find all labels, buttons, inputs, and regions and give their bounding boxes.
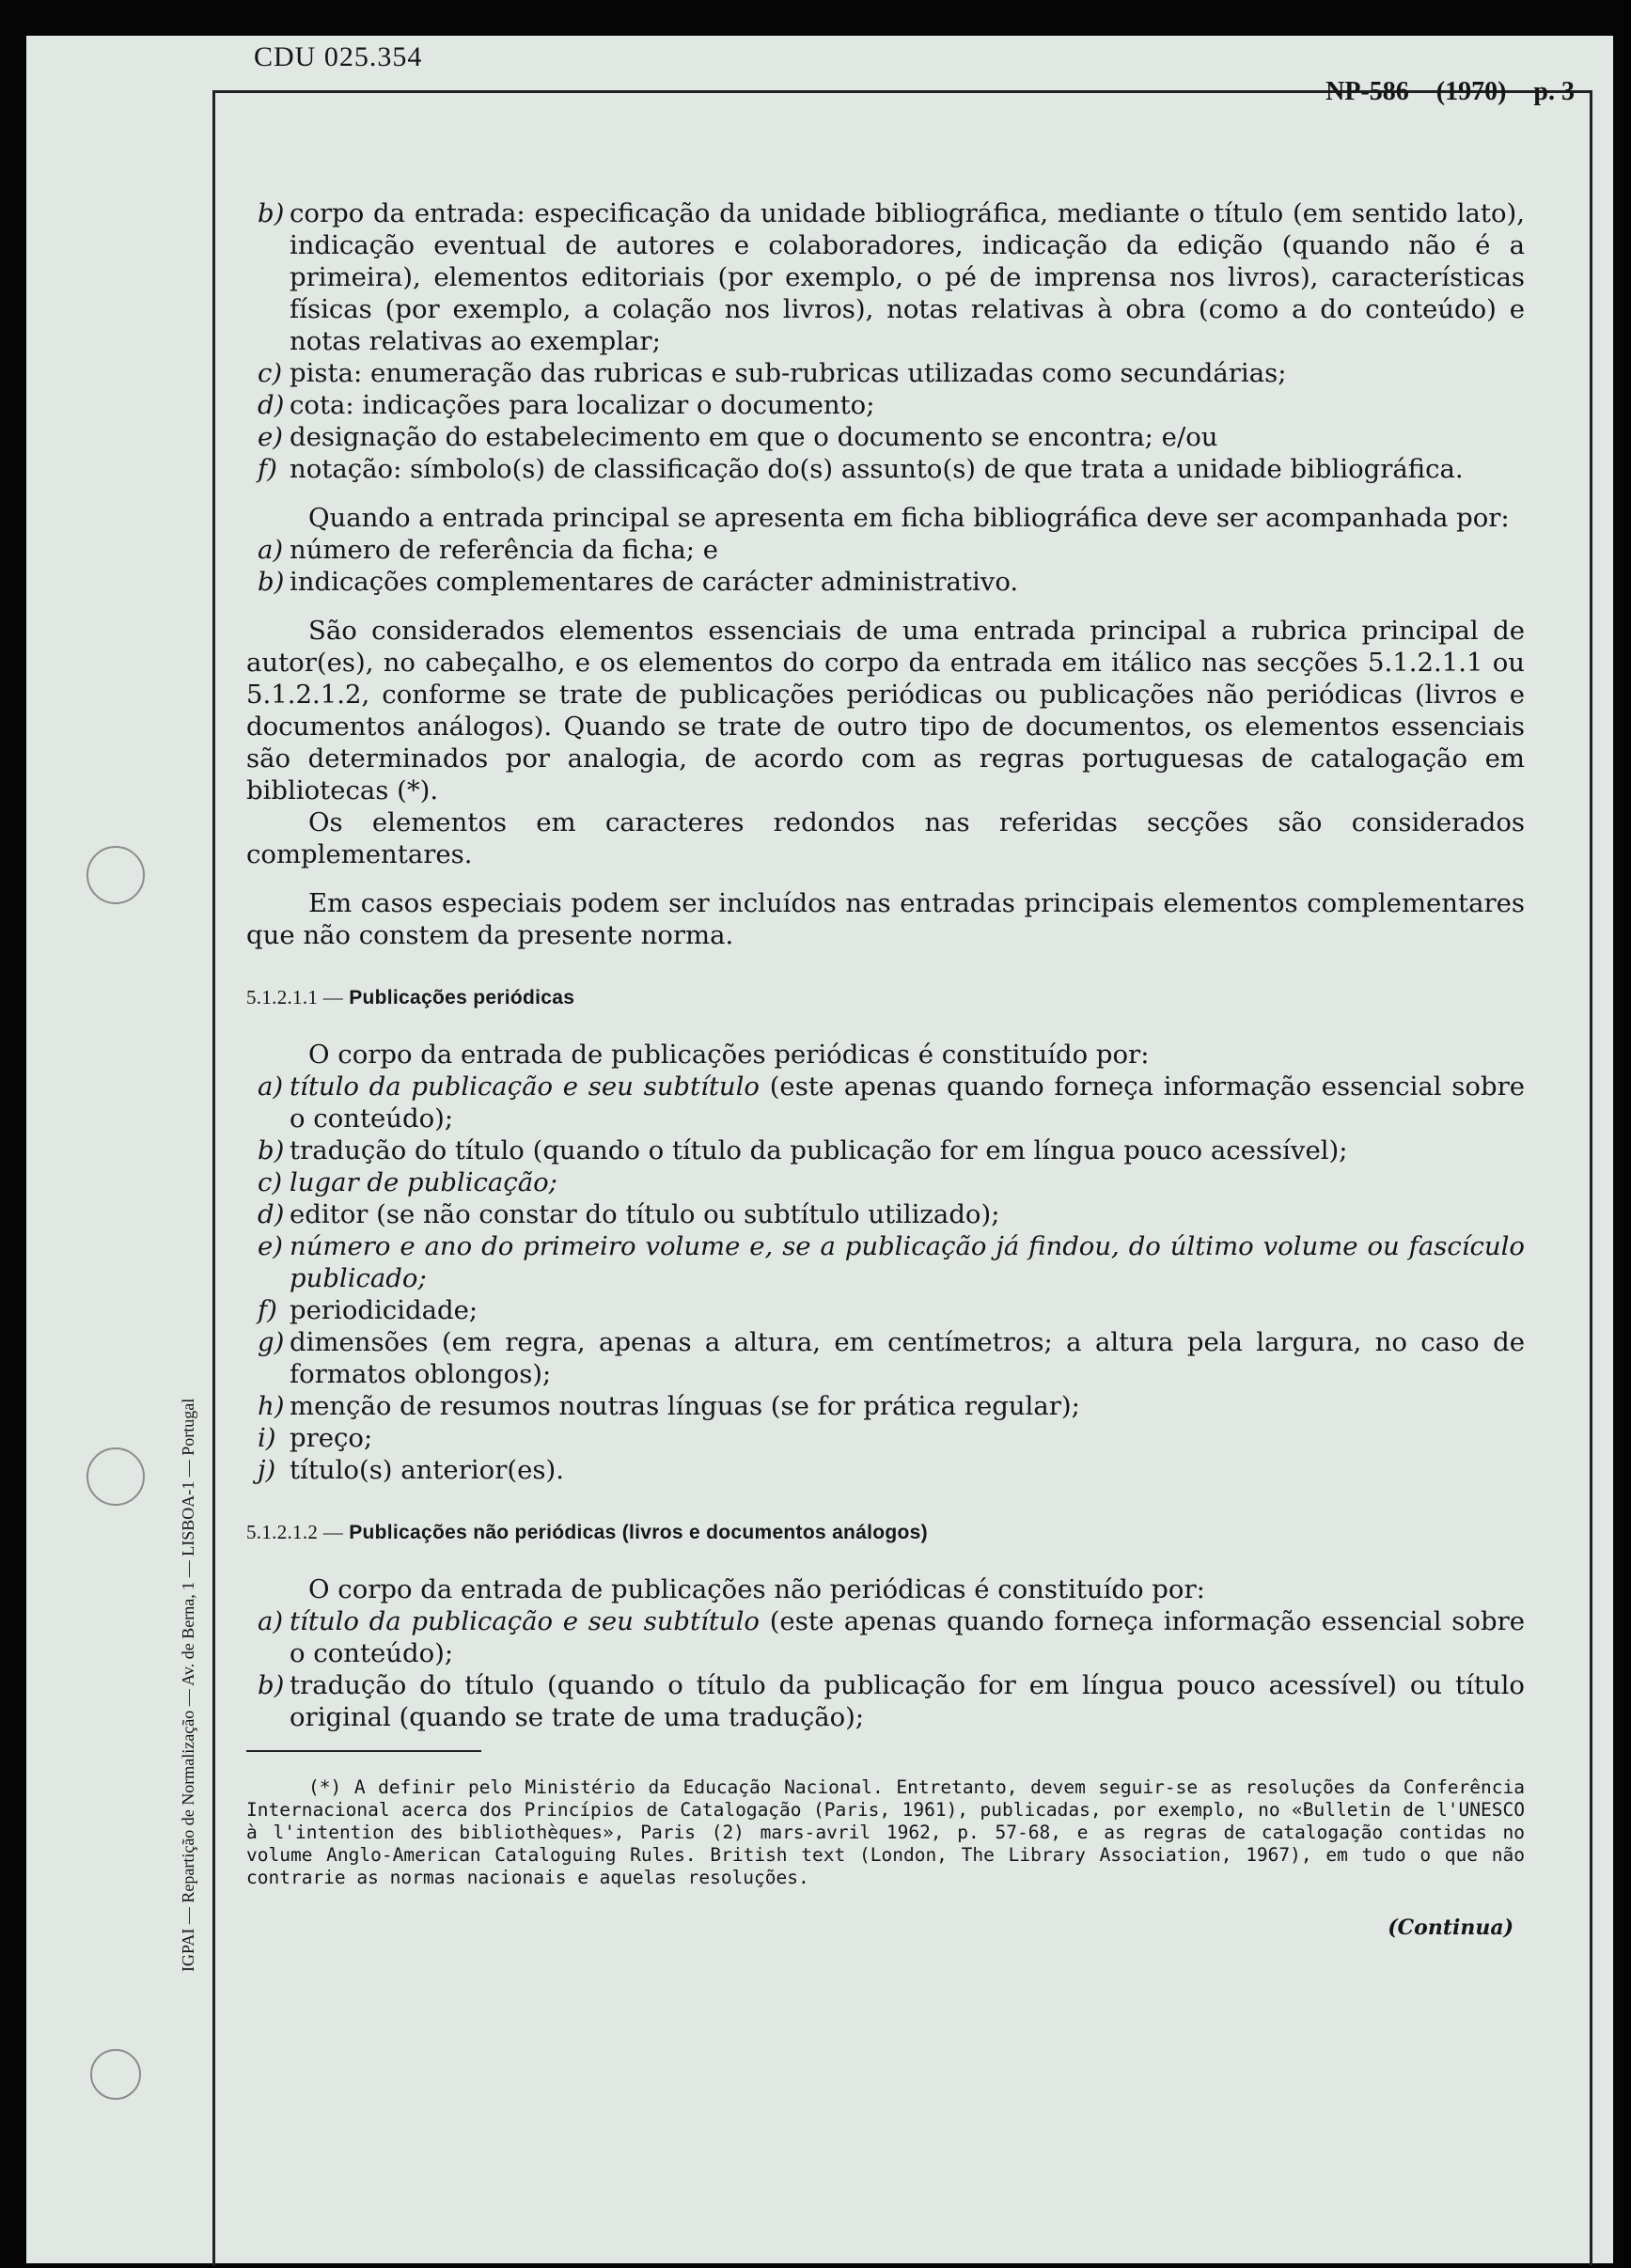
item-marker: f) <box>258 1295 277 1325</box>
paragraph: Os elementos em caracteres redondos nas referidas secções são considerados complementares. <box>246 807 1525 869</box>
section-heading <box>246 1516 1525 1549</box>
list-item <box>246 421 1525 453</box>
footnote: (*) A definir pelo Ministério da Educação Nacional. Entretanto, devem seguir-se as resoluções da Conferência Internacional acerca dos Princípios de Catalogação (Paris, 1961), publicadas, por exemplo, no «Bulletin de l'UNESCO à l'intention des bibliothèques», Paris (2) mars-avril 1962, p. 57-68, e as regras de catalogação contidas no volume Anglo-American Cataloguing Rules. British text (London, The Library Association, 1967), em tudo o que não contrarie as normas nacionais e aquelas resoluções. <box>246 1776 1525 1888</box>
punch-hole-mark <box>86 846 145 904</box>
item-marker: a) <box>258 1606 284 1636</box>
standard-reference <box>1305 77 1575 107</box>
item-text: pista: enumeração das rubricas e sub-rubricas utilizadas como secundárias; <box>290 358 1287 388</box>
item-italic-text: título da publicação e seu subtítulo <box>290 1606 760 1636</box>
list-item <box>246 1134 1525 1166</box>
item-marker: b) <box>258 198 285 228</box>
continua-label: (Continua) <box>1388 1916 1513 1940</box>
footnote-divider <box>246 1750 481 1752</box>
ficha-intro: Quando a entrada principal se apresenta em ficha bibliográfica deve ser acompanhada por: <box>308 503 1510 533</box>
list-item <box>246 1198 1525 1230</box>
list-item <box>246 534 1525 566</box>
list-item <box>246 1071 1525 1134</box>
item-marker: e) <box>258 1231 284 1261</box>
list-item <box>246 566 1525 598</box>
item-text: menção de resumos noutras línguas (se for prática regular); <box>290 1391 1080 1421</box>
item-text: cota: indicações para localizar o documento; <box>290 390 875 420</box>
punch-hole-mark <box>90 2049 141 2100</box>
list-item <box>246 1422 1525 1454</box>
section-intro: O corpo da entrada de publicações periódicas é constituído por: <box>308 1040 1150 1070</box>
list-item <box>246 1605 1525 1669</box>
item-text: tradução do título (quando o título da publicação for em língua pouco acessível) ou título original (quando se trate de uma tradução); <box>290 1670 1525 1732</box>
item-italic-text: lugar de publicação; <box>290 1167 557 1197</box>
item-text: dimensões (em regra, apenas a altura, em centímetros; a altura pela largura, no caso de formatos oblongos); <box>290 1327 1525 1389</box>
section-items-list <box>246 1605 1525 1733</box>
list-item <box>246 1454 1525 1486</box>
section-number: 5.1.2.1.2 — <box>246 1521 344 1543</box>
item-marker: i) <box>258 1423 276 1453</box>
section-heading <box>246 981 1525 1014</box>
item-text: número de referência da ficha; e <box>290 535 719 565</box>
item-marker: a) <box>258 1071 284 1102</box>
list-item <box>246 1326 1525 1390</box>
item-text: tradução do título (quando o título da publicação for em língua pouco acessível); <box>290 1135 1348 1165</box>
item-marker: c) <box>258 358 283 388</box>
list-item <box>246 197 1525 357</box>
punch-hole-mark <box>86 1447 145 1506</box>
entry-items-list <box>246 197 1525 485</box>
item-italic-text: título da publicação e seu subtítulo <box>290 1071 760 1102</box>
item-text: editor (se não constar do título ou subtítulo utilizado); <box>290 1199 1000 1229</box>
list-item <box>246 1669 1525 1733</box>
item-marker: g) <box>258 1327 285 1357</box>
item-text: título(s) anterior(es). <box>290 1455 564 1485</box>
section-items-list <box>246 1071 1525 1486</box>
item-italic-text: número e ano do primeiro volume e, se a publicação já findou, do último volume ou fascículo publicado; <box>290 1231 1525 1293</box>
publisher-side-text: IGPAI — Repartição de Normalização — Av. de Berna, 1 — LISBOA-1 — Portugal <box>179 1398 197 1972</box>
list-item <box>246 389 1525 421</box>
list-item <box>246 357 1525 389</box>
item-marker: f) <box>258 454 277 484</box>
item-marker: b) <box>258 1670 285 1700</box>
paragraph: São considerados elementos essenciais de uma entrada principal a rubrica principal de autor(es), no cabeçalho, e os elementos do corpo da entrada em itálico nas secções 5.1.2.1.1 ou 5.1.2.1.2, conforme se trate de publicações periódicas ou publicações não periódicas (livros e documentos análogos). Quando se trate de outro tipo de documentos, os elementos essenciais são determinados por analogia, de acordo com as regras portuguesas de catalogação em bibliotecas (*). <box>246 616 1525 806</box>
item-text: notação: símbolo(s) de classificação do(s) assunto(s) de que trata a unidade bibliográfica. <box>290 454 1464 484</box>
item-marker: d) <box>258 1199 285 1229</box>
ficha-items-list <box>246 534 1525 598</box>
list-item <box>246 1230 1525 1294</box>
item-text: (este apenas quando forneça informação essencial sobre o conteúdo); <box>290 1071 1525 1134</box>
item-text: (este apenas quando forneça informação essencial sobre o conteúdo); <box>290 1606 1525 1668</box>
list-item <box>246 1166 1525 1198</box>
standard-number: NP-586 <box>1325 77 1409 106</box>
list-item <box>246 1294 1525 1326</box>
item-text: preço; <box>290 1423 373 1453</box>
section-number: 5.1.2.1.1 — <box>246 986 344 1009</box>
item-marker: b) <box>258 1135 285 1165</box>
standard-year: (1970) <box>1435 77 1507 106</box>
item-marker: b) <box>258 567 285 597</box>
list-item <box>246 1390 1525 1422</box>
section-intro: O corpo da entrada de publicações não periódicas é constituído por: <box>308 1574 1205 1604</box>
item-text: designação do estabelecimento em que o documento se encontra; e/ou <box>290 422 1218 452</box>
page-number: p. 3 <box>1533 77 1575 106</box>
section-title: Publicações periódicas <box>349 987 575 1009</box>
list-item <box>246 453 1525 485</box>
item-marker: j) <box>258 1455 276 1485</box>
item-text: indicações complementares de carácter administrativo. <box>290 567 1019 597</box>
item-marker: a) <box>258 535 284 565</box>
cdu-code: CDU 025.354 <box>254 41 423 72</box>
item-marker: h) <box>258 1391 285 1421</box>
item-marker: e) <box>258 422 284 452</box>
item-text: periodicidade; <box>290 1295 478 1325</box>
paragraph: Em casos especiais podem ser incluídos nas entradas principais elementos complementares que não constem da presente norma. <box>246 888 1525 950</box>
item-marker: c) <box>258 1167 283 1197</box>
section-title: Publicações não periódicas (livros e documentos análogos) <box>349 1522 928 1543</box>
item-text: corpo da entrada: especificação da unidade bibliográfica, mediante o título (em sentido lato), indicação eventual de autores e colaboradores, indicação da edição (quando não é a primeira), elementos editoriais (por exemplo, o pé de imprensa nos livros), características físicas (por exemplo, a colação nos livros), notas relativas à obra (como a do conteúdo) e notas relativas ao exemplar; <box>290 198 1525 356</box>
main-text <box>246 197 1525 1944</box>
item-marker: d) <box>258 390 285 420</box>
